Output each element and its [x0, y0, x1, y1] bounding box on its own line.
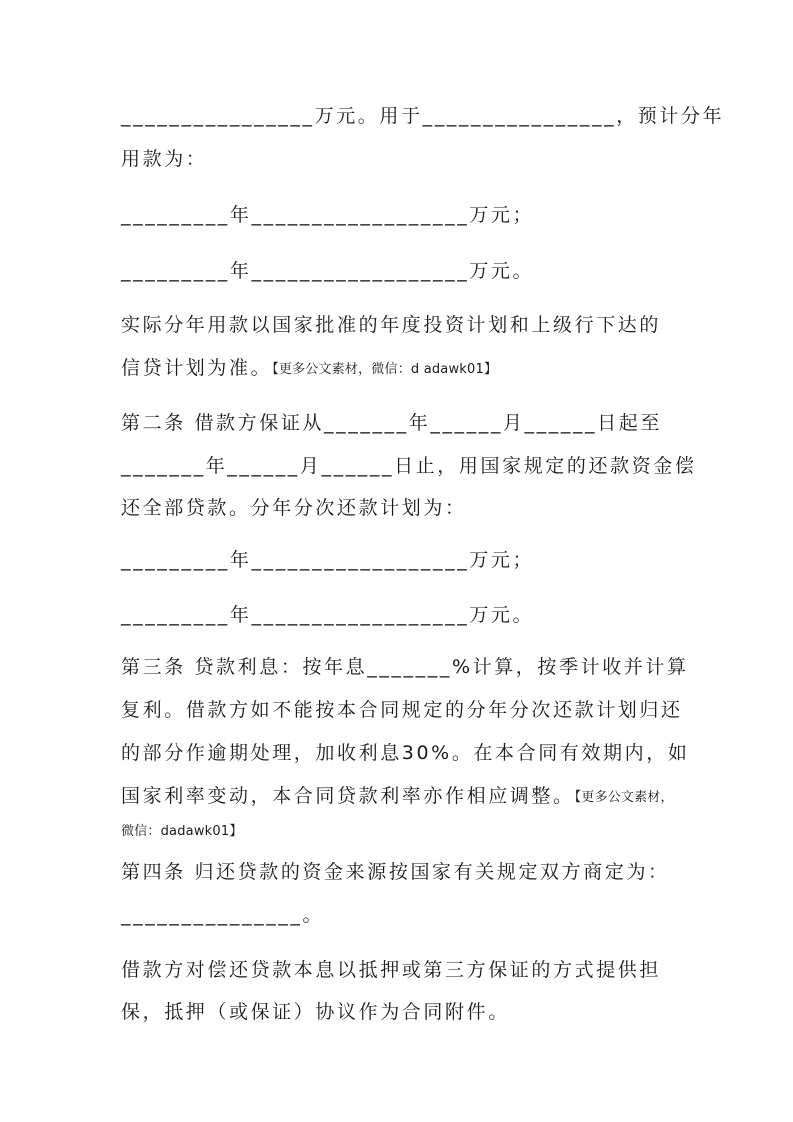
watermark-text: 【更多公文素材，微信：d adawk01】: [272, 362, 498, 377]
text-line: 借款方对偿还贷款本息以抵押或第三方保证的方式提供担: [121, 959, 662, 981]
text-line: 还全部贷款。分年分次还款计划为：: [121, 497, 467, 519]
text-line: 第三条 贷款利息：按年息_______%计算，按季计收并计算: [121, 656, 689, 678]
text-line: _________年__________________万元。: [121, 604, 535, 626]
watermark-text: 微信：dadawk01】: [121, 824, 243, 839]
text-line: [121, 818, 681, 844]
text-line: 第四条 归还贷款的资金来源按国家有关规定双方商定为：: [121, 861, 670, 883]
text-fragment: 国家利率变动，本合同贷款利率亦作相应调整。: [121, 785, 575, 807]
watermark-text: 【更多公文素材，: [574, 790, 674, 805]
text-line: [121, 356, 681, 382]
text-line: 的部分作逾期处理，加收利息30%。在本合同有效期内，如: [121, 742, 690, 764]
text-line: 保，抵押（或保证）协议作为合同附件。: [121, 1001, 510, 1023]
text-line: ________________万元。用于________________，预计分年: [121, 105, 725, 127]
text-line: 第二条 借款方保证从_______年______月______日起至: [121, 412, 662, 434]
text-line: _______________。: [121, 904, 325, 926]
text-fragment: 信贷计划为准。: [121, 357, 273, 379]
text-line: _______年______月______日止，用国家规定的还款资金偿: [121, 455, 697, 477]
text-line: 复利。借款方如不能按本合同规定的分年分次还款计划归还: [121, 699, 683, 721]
text-line: _________年__________________万元。: [121, 260, 535, 282]
text-line: _________年__________________万元；: [121, 549, 535, 571]
text-line: 用款为：: [121, 148, 208, 170]
text-line: [121, 784, 681, 810]
text-line: 实际分年用款以国家批准的年度投资计划和上级行下达的: [121, 314, 662, 336]
text-line: _________年__________________万元；: [121, 204, 535, 226]
